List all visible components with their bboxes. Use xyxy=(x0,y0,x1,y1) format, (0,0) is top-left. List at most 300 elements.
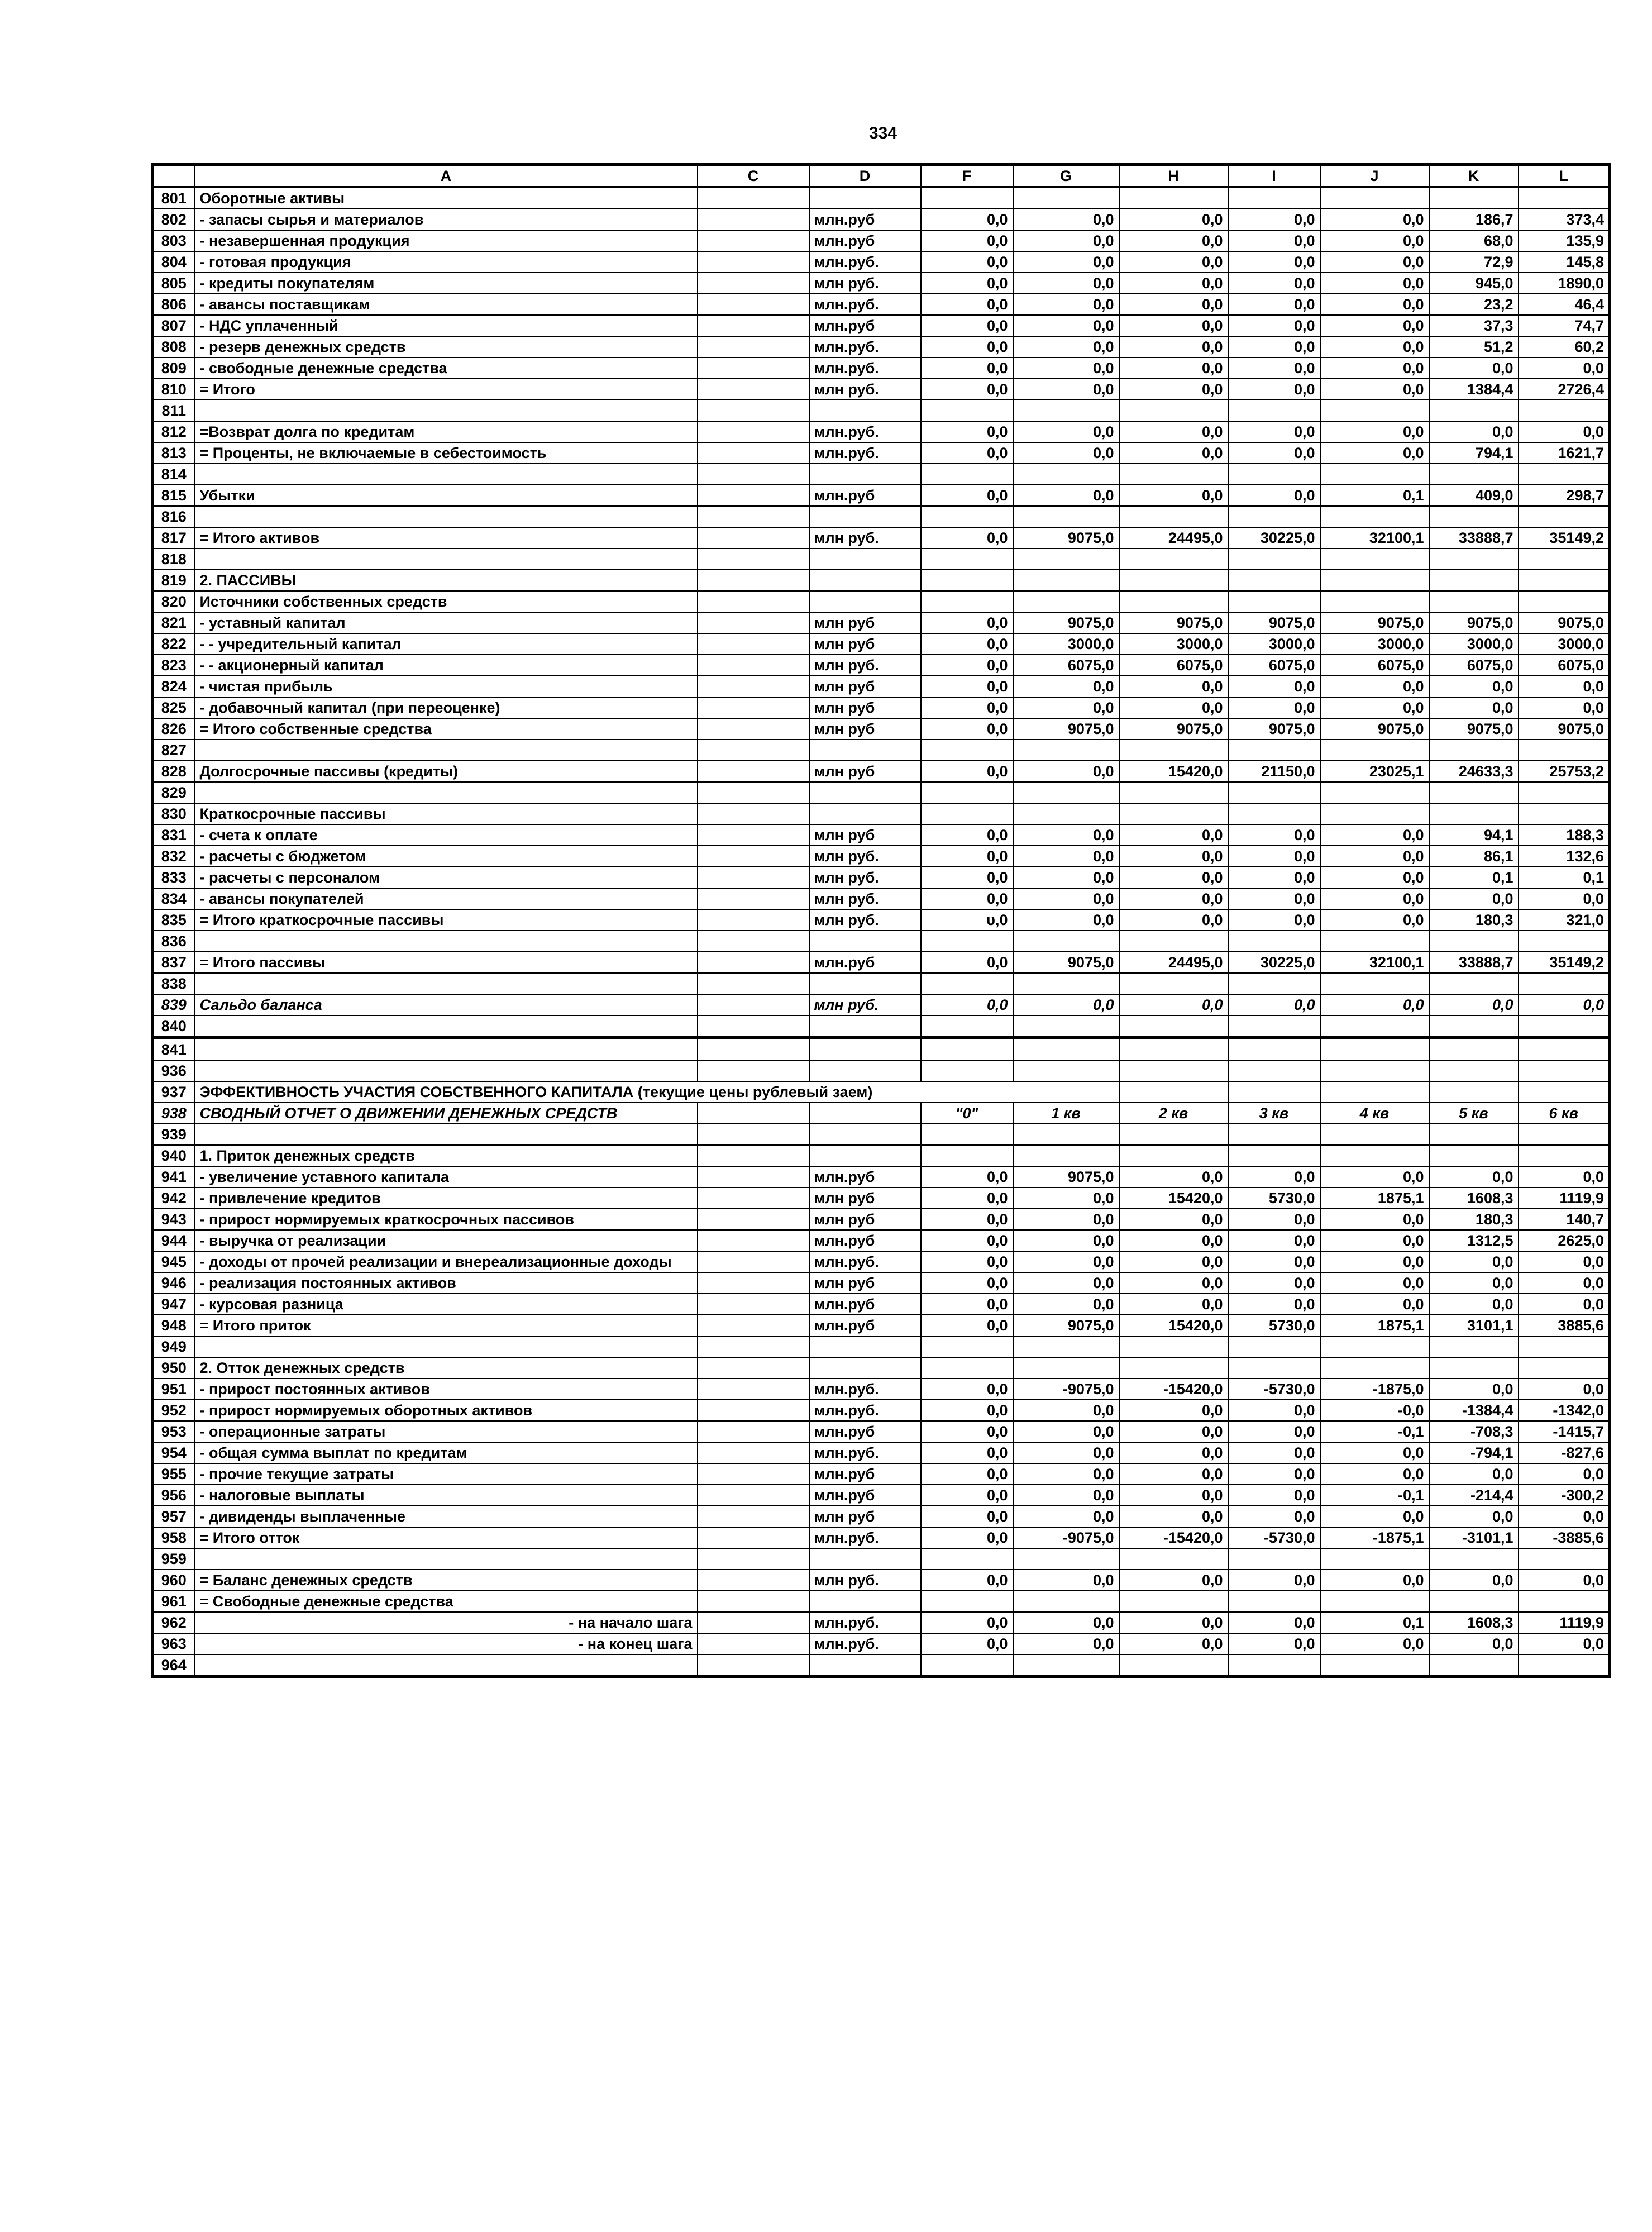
value-cell[interactable] xyxy=(1119,549,1228,570)
unit-cell[interactable]: млн.руб xyxy=(809,1463,921,1485)
value-cell[interactable]: 30225,0 xyxy=(1228,527,1320,549)
value-cell[interactable] xyxy=(1519,1060,1610,1081)
row-label-cell[interactable] xyxy=(195,549,698,570)
value-cell[interactable]: 0,0 xyxy=(1119,1506,1228,1527)
value-cell[interactable]: 15420,0 xyxy=(1119,761,1228,782)
value-cell[interactable]: 1875,1 xyxy=(1320,1315,1429,1336)
value-cell[interactable]: 0,0 xyxy=(1228,1570,1320,1591)
value-cell[interactable]: 0,0 xyxy=(921,994,1013,1015)
value-cell[interactable]: 0,0 xyxy=(1429,994,1519,1015)
value-cell[interactable]: 0,0 xyxy=(1519,1251,1610,1272)
row-number-cell[interactable]: 951 xyxy=(152,1379,195,1400)
column-c-cell[interactable] xyxy=(698,549,809,570)
value-cell[interactable]: 0,0 xyxy=(1119,485,1228,506)
value-cell[interactable]: 0,0 xyxy=(921,273,1013,294)
value-cell[interactable]: 0,0 xyxy=(1228,676,1320,697)
value-cell[interactable]: 0,0 xyxy=(1320,336,1429,357)
unit-cell[interactable] xyxy=(809,549,921,570)
value-cell[interactable] xyxy=(1013,1038,1119,1060)
row-label-cell[interactable]: - налоговые выплаты xyxy=(195,1485,698,1506)
row-number-cell[interactable]: 817 xyxy=(152,527,195,549)
value-cell[interactable]: 0,0 xyxy=(921,1612,1013,1633)
value-cell[interactable] xyxy=(1519,1081,1610,1103)
value-cell[interactable]: 6075,0 xyxy=(1519,655,1610,676)
unit-cell[interactable]: млн.руб. xyxy=(809,1612,921,1633)
value-cell[interactable] xyxy=(1228,506,1320,527)
value-cell[interactable]: 6075,0 xyxy=(1228,655,1320,676)
value-cell[interactable] xyxy=(1119,570,1228,591)
column-c-cell[interactable] xyxy=(698,1251,809,1272)
row-label-cell[interactable] xyxy=(195,1060,698,1081)
value-cell[interactable]: 0,0 xyxy=(921,1506,1013,1527)
value-cell[interactable]: 0,0 xyxy=(1429,1294,1519,1315)
value-cell[interactable]: 6075,0 xyxy=(1119,655,1228,676)
unit-cell[interactable] xyxy=(809,1124,921,1145)
value-cell[interactable]: -3101,1 xyxy=(1429,1527,1519,1548)
row-number-cell[interactable]: 829 xyxy=(152,782,195,803)
column-c-cell[interactable] xyxy=(698,209,809,230)
value-cell[interactable]: 1875,1 xyxy=(1320,1187,1429,1209)
unit-cell[interactable]: млн.руб. xyxy=(809,336,921,357)
row-number-cell[interactable]: 957 xyxy=(152,1506,195,1527)
value-cell[interactable]: 0,0 xyxy=(1320,315,1429,336)
value-cell[interactable]: -1384,4 xyxy=(1429,1400,1519,1421)
value-cell[interactable]: -5730,0 xyxy=(1228,1527,1320,1548)
value-cell[interactable] xyxy=(1119,1124,1228,1145)
value-cell[interactable]: 0,1 xyxy=(1320,1612,1429,1633)
value-cell[interactable] xyxy=(1228,1336,1320,1357)
row-label-cell[interactable]: - дивиденды выплаченные xyxy=(195,1506,698,1527)
unit-cell[interactable]: млн руб. xyxy=(809,909,921,931)
row-label-cell[interactable]: Убытки xyxy=(195,485,698,506)
value-cell[interactable]: 3000,0 xyxy=(1429,633,1519,655)
value-cell[interactable]: 9075,0 xyxy=(1429,612,1519,633)
value-cell[interactable]: -708,3 xyxy=(1429,1421,1519,1442)
value-cell[interactable]: 5 кв xyxy=(1429,1103,1519,1124)
value-cell[interactable]: 0,0 xyxy=(1320,888,1429,909)
value-cell[interactable]: 0,0 xyxy=(1228,1442,1320,1463)
value-cell[interactable]: 0,0 xyxy=(1320,379,1429,400)
column-c-cell[interactable] xyxy=(698,1209,809,1230)
row-label-cell[interactable]: - на начало шага xyxy=(195,1612,698,1633)
value-cell[interactable]: -5730,0 xyxy=(1228,1379,1320,1400)
row-number-cell[interactable]: 833 xyxy=(152,867,195,888)
value-cell[interactable]: 0,1 xyxy=(1519,867,1610,888)
unit-cell[interactable]: млн руб. xyxy=(809,1570,921,1591)
value-cell[interactable]: 0,0 xyxy=(1429,697,1519,718)
value-cell[interactable] xyxy=(1013,1124,1119,1145)
value-cell[interactable] xyxy=(921,1357,1013,1379)
column-c-cell[interactable] xyxy=(698,230,809,251)
value-cell[interactable]: 0,0 xyxy=(1013,1612,1119,1633)
unit-cell[interactable]: млн.руб xyxy=(809,209,921,230)
value-cell[interactable]: 0,0 xyxy=(921,824,1013,846)
column-c-cell[interactable] xyxy=(698,1230,809,1251)
unit-cell[interactable]: млн руб. xyxy=(809,888,921,909)
value-cell[interactable]: 0,0 xyxy=(921,1570,1013,1591)
value-cell[interactable]: 0,0 xyxy=(1320,1463,1429,1485)
value-cell[interactable]: 0,0 xyxy=(1519,994,1610,1015)
row-number-cell[interactable]: 802 xyxy=(152,209,195,230)
value-cell[interactable] xyxy=(1519,1015,1610,1038)
value-cell[interactable]: 9075,0 xyxy=(1119,612,1228,633)
value-cell[interactable] xyxy=(1013,1060,1119,1081)
value-cell[interactable]: -827,6 xyxy=(1519,1442,1610,1463)
unit-cell[interactable]: млн.руб. xyxy=(809,1379,921,1400)
column-c-cell[interactable] xyxy=(698,973,809,994)
row-label-cell[interactable]: - чистая прибыль xyxy=(195,676,698,697)
row-number-cell[interactable]: 818 xyxy=(152,549,195,570)
column-c-cell[interactable] xyxy=(698,994,809,1015)
row-label-cell[interactable]: ЭФФЕКТИВНОСТЬ УЧАСТИЯ СОБСТВЕННОГО КАПИТАЛА (текущие цены рублевый заем) xyxy=(195,1081,1119,1103)
unit-cell[interactable] xyxy=(809,740,921,761)
value-cell[interactable] xyxy=(921,740,1013,761)
column-c-cell[interactable] xyxy=(698,1379,809,1400)
value-cell[interactable] xyxy=(1228,1654,1320,1677)
value-cell[interactable]: 0,0 xyxy=(1228,1251,1320,1272)
row-label-cell[interactable]: = Баланс денежных средств xyxy=(195,1570,698,1591)
value-cell[interactable]: 0,0 xyxy=(1013,485,1119,506)
column-c-cell[interactable] xyxy=(698,718,809,740)
column-c-cell[interactable] xyxy=(698,888,809,909)
value-cell[interactable] xyxy=(1228,1015,1320,1038)
value-cell[interactable] xyxy=(1228,187,1320,209)
value-cell[interactable]: 0,0 xyxy=(1119,1400,1228,1421)
value-cell[interactable] xyxy=(1429,1357,1519,1379)
unit-cell[interactable] xyxy=(809,1548,921,1570)
value-cell[interactable] xyxy=(1320,1015,1429,1038)
value-cell[interactable]: 0,0 xyxy=(1228,379,1320,400)
value-cell[interactable]: 0,0 xyxy=(1429,888,1519,909)
column-c-cell[interactable] xyxy=(698,1442,809,1463)
value-cell[interactable]: 0,0 xyxy=(1013,1421,1119,1442)
value-cell[interactable]: 0,0 xyxy=(1013,1209,1119,1230)
value-cell[interactable] xyxy=(1429,1548,1519,1570)
value-cell[interactable]: 3000,0 xyxy=(1119,633,1228,655)
value-cell[interactable]: 0,0 xyxy=(1119,1209,1228,1230)
column-c-cell[interactable] xyxy=(698,633,809,655)
unit-cell[interactable]: млн руб xyxy=(809,633,921,655)
value-cell[interactable]: 3000,0 xyxy=(1519,633,1610,655)
value-cell[interactable]: 0,0 xyxy=(1119,824,1228,846)
row-number-cell[interactable]: 960 xyxy=(152,1570,195,1591)
value-cell[interactable]: 9075,0 xyxy=(1519,718,1610,740)
value-cell[interactable] xyxy=(1429,803,1519,824)
value-cell[interactable]: 24495,0 xyxy=(1119,527,1228,549)
value-cell[interactable]: 3885,6 xyxy=(1519,1315,1610,1336)
value-cell[interactable]: 86,1 xyxy=(1429,846,1519,867)
value-cell[interactable]: 2 кв xyxy=(1119,1103,1228,1124)
value-cell[interactable]: 3000,0 xyxy=(1013,633,1119,655)
value-cell[interactable] xyxy=(1228,464,1320,485)
column-header[interactable]: D xyxy=(809,165,921,188)
value-cell[interactable]: 5730,0 xyxy=(1228,1315,1320,1336)
unit-cell[interactable]: млн.руб. xyxy=(809,1400,921,1421)
column-header[interactable]: A xyxy=(195,165,698,188)
value-cell[interactable]: 0,0 xyxy=(1228,1633,1320,1654)
value-cell[interactable]: 0,0 xyxy=(1519,676,1610,697)
value-cell[interactable] xyxy=(1013,931,1119,952)
column-c-cell[interactable] xyxy=(698,1294,809,1315)
column-c-cell[interactable] xyxy=(698,1315,809,1336)
value-cell[interactable]: 0,0 xyxy=(921,676,1013,697)
value-cell[interactable]: 0,0 xyxy=(1228,846,1320,867)
row-label-cell[interactable] xyxy=(195,1015,698,1038)
column-c-cell[interactable] xyxy=(698,952,809,973)
row-label-cell[interactable] xyxy=(195,1548,698,1570)
value-cell[interactable] xyxy=(1228,1357,1320,1379)
value-cell[interactable]: -15420,0 xyxy=(1119,1379,1228,1400)
value-cell[interactable]: 24495,0 xyxy=(1119,952,1228,973)
value-cell[interactable]: 0,0 xyxy=(1013,1187,1119,1209)
row-number-cell[interactable]: 821 xyxy=(152,612,195,633)
value-cell[interactable]: 0,0 xyxy=(1519,1506,1610,1527)
value-cell[interactable]: 0,0 xyxy=(1119,1294,1228,1315)
value-cell[interactable]: 35149,2 xyxy=(1519,527,1610,549)
value-cell[interactable]: 0,0 xyxy=(921,527,1013,549)
value-cell[interactable]: 0,0 xyxy=(1013,1570,1119,1591)
value-cell[interactable] xyxy=(1013,549,1119,570)
value-cell[interactable]: 0,0 xyxy=(1013,379,1119,400)
unit-cell[interactable] xyxy=(809,803,921,824)
value-cell[interactable] xyxy=(1519,549,1610,570)
value-cell[interactable]: 32100,1 xyxy=(1320,952,1429,973)
value-cell[interactable]: 6 кв xyxy=(1519,1103,1610,1124)
column-c-cell[interactable] xyxy=(698,697,809,718)
row-label-cell[interactable]: - кредиты покупателям xyxy=(195,273,698,294)
value-cell[interactable]: 0,0 xyxy=(1429,676,1519,697)
value-cell[interactable]: 6075,0 xyxy=(1013,655,1119,676)
unit-cell[interactable] xyxy=(809,1336,921,1357)
value-cell[interactable]: 0,0 xyxy=(1013,1633,1119,1654)
unit-cell[interactable] xyxy=(809,1591,921,1612)
row-label-cell[interactable]: - курсовая разница xyxy=(195,1294,698,1315)
row-label-cell[interactable]: - добавочный капитал (при переоценке) xyxy=(195,697,698,718)
row-number-cell[interactable]: 938 xyxy=(152,1103,195,1124)
unit-cell[interactable]: млн.руб xyxy=(809,485,921,506)
value-cell[interactable]: 0,0 xyxy=(1320,230,1429,251)
column-c-cell[interactable] xyxy=(698,485,809,506)
value-cell[interactable]: 35149,2 xyxy=(1519,952,1610,973)
value-cell[interactable] xyxy=(921,549,1013,570)
unit-cell[interactable] xyxy=(809,1654,921,1677)
value-cell[interactable]: 0,0 xyxy=(1228,294,1320,315)
value-cell[interactable]: 0,0 xyxy=(1119,315,1228,336)
column-c-cell[interactable] xyxy=(698,1570,809,1591)
value-cell[interactable]: 180,3 xyxy=(1429,909,1519,931)
row-number-cell[interactable]: 942 xyxy=(152,1187,195,1209)
row-number-cell[interactable]: 947 xyxy=(152,1294,195,1315)
value-cell[interactable]: 0,0 xyxy=(921,336,1013,357)
value-cell[interactable]: 24633,3 xyxy=(1429,761,1519,782)
row-label-cell[interactable]: - привлечение кредитов xyxy=(195,1187,698,1209)
value-cell[interactable]: 3101,1 xyxy=(1429,1315,1519,1336)
value-cell[interactable]: 0,0 xyxy=(1429,1166,1519,1187)
column-c-cell[interactable] xyxy=(698,336,809,357)
value-cell[interactable] xyxy=(1519,803,1610,824)
value-cell[interactable]: 0,0 xyxy=(921,697,1013,718)
row-label-cell[interactable]: - доходы от прочей реализации и внереализационные доходы xyxy=(195,1251,698,1272)
value-cell[interactable]: 0,0 xyxy=(921,1230,1013,1251)
value-cell[interactable] xyxy=(921,1336,1013,1357)
row-label-cell[interactable]: - операционные затраты xyxy=(195,1421,698,1442)
value-cell[interactable] xyxy=(921,400,1013,421)
row-number-cell[interactable]: 841 xyxy=(152,1038,195,1060)
column-c-cell[interactable] xyxy=(698,1485,809,1506)
value-cell[interactable] xyxy=(1320,464,1429,485)
column-c-cell[interactable] xyxy=(698,1272,809,1294)
row-number-cell[interactable]: 953 xyxy=(152,1421,195,1442)
row-number-cell[interactable]: 812 xyxy=(152,421,195,442)
column-c-cell[interactable] xyxy=(698,931,809,952)
value-cell[interactable]: 0,0 xyxy=(1228,273,1320,294)
row-label-cell[interactable]: Краткосрочные пассивы xyxy=(195,803,698,824)
value-cell[interactable] xyxy=(1119,782,1228,803)
column-c-cell[interactable] xyxy=(698,357,809,379)
unit-cell[interactable] xyxy=(809,400,921,421)
row-number-cell[interactable]: 811 xyxy=(152,400,195,421)
value-cell[interactable]: 0,0 xyxy=(1519,1633,1610,1654)
value-cell[interactable]: 0,0 xyxy=(1320,1251,1429,1272)
value-cell[interactable]: 1890,0 xyxy=(1519,273,1610,294)
row-label-cell[interactable]: = Итого активов xyxy=(195,527,698,549)
value-cell[interactable]: 6075,0 xyxy=(1320,655,1429,676)
row-label-cell[interactable]: = Свободные денежные средства xyxy=(195,1591,698,1612)
column-c-cell[interactable] xyxy=(698,1124,809,1145)
value-cell[interactable] xyxy=(1119,187,1228,209)
column-header[interactable]: J xyxy=(1320,165,1429,188)
value-cell[interactable]: 0,0 xyxy=(1119,697,1228,718)
value-cell[interactable]: 0,0 xyxy=(1119,1251,1228,1272)
value-cell[interactable]: 0,0 xyxy=(921,251,1013,273)
unit-cell[interactable]: млн руб xyxy=(809,612,921,633)
value-cell[interactable]: 0,0 xyxy=(1119,1485,1228,1506)
row-label-cell[interactable] xyxy=(195,1336,698,1357)
value-cell[interactable]: 46,4 xyxy=(1519,294,1610,315)
value-cell[interactable] xyxy=(1320,549,1429,570)
row-label-cell[interactable]: - - учредительный капитал xyxy=(195,633,698,655)
value-cell[interactable]: 0,0 xyxy=(1228,315,1320,336)
value-cell[interactable]: 0,0 xyxy=(1013,846,1119,867)
value-cell[interactable]: 0,0 xyxy=(1320,846,1429,867)
value-cell[interactable] xyxy=(1519,506,1610,527)
value-cell[interactable]: 0,0 xyxy=(1519,1379,1610,1400)
column-c-cell[interactable] xyxy=(698,803,809,824)
value-cell[interactable] xyxy=(1429,400,1519,421)
unit-cell[interactable] xyxy=(809,1103,921,1124)
value-cell[interactable] xyxy=(1119,973,1228,994)
value-cell[interactable]: 0,0 xyxy=(1320,1166,1429,1187)
value-cell[interactable] xyxy=(1228,782,1320,803)
column-header[interactable]: C xyxy=(698,165,809,188)
value-cell[interactable]: -9075,0 xyxy=(1013,1379,1119,1400)
row-label-cell[interactable]: - реализация постоянных активов xyxy=(195,1272,698,1294)
value-cell[interactable] xyxy=(1320,1081,1429,1103)
column-c-cell[interactable] xyxy=(698,1400,809,1421)
value-cell[interactable] xyxy=(1013,1336,1119,1357)
value-cell[interactable] xyxy=(1519,1591,1610,1612)
value-cell[interactable] xyxy=(1013,803,1119,824)
column-c-cell[interactable] xyxy=(698,1654,809,1677)
row-label-cell[interactable]: - готовая продукция xyxy=(195,251,698,273)
value-cell[interactable]: 0,0 xyxy=(1320,824,1429,846)
column-c-cell[interactable] xyxy=(698,251,809,273)
unit-cell[interactable]: млн руб. xyxy=(809,273,921,294)
value-cell[interactable]: 0,0 xyxy=(1013,888,1119,909)
unit-cell[interactable]: млн.руб. xyxy=(809,357,921,379)
value-cell[interactable]: 0,0 xyxy=(921,1463,1013,1485)
value-cell[interactable]: 0,0 xyxy=(1320,1570,1429,1591)
value-cell[interactable] xyxy=(1320,506,1429,527)
row-label-cell[interactable]: СВОДНЫЙ ОТЧЕТ О ДВИЖЕНИИ ДЕНЕЖНЫХ СРЕДСТВ xyxy=(195,1103,698,1124)
value-cell[interactable] xyxy=(1013,570,1119,591)
value-cell[interactable] xyxy=(1013,1357,1119,1379)
value-cell[interactable] xyxy=(1429,1038,1519,1060)
value-cell[interactable] xyxy=(1013,506,1119,527)
value-cell[interactable]: 0,0 xyxy=(921,718,1013,740)
row-number-cell[interactable]: 832 xyxy=(152,846,195,867)
value-cell[interactable]: 0,0 xyxy=(1013,1506,1119,1527)
column-c-cell[interactable] xyxy=(698,676,809,697)
value-cell[interactable]: 0,0 xyxy=(921,357,1013,379)
row-number-cell[interactable]: 954 xyxy=(152,1442,195,1463)
value-cell[interactable]: 1384,4 xyxy=(1429,379,1519,400)
row-number-cell[interactable]: 804 xyxy=(152,251,195,273)
value-cell[interactable] xyxy=(1320,1357,1429,1379)
value-cell[interactable] xyxy=(1013,1654,1119,1677)
row-number-cell[interactable]: 824 xyxy=(152,676,195,697)
value-cell[interactable]: 9075,0 xyxy=(1228,718,1320,740)
value-cell[interactable]: 0,0 xyxy=(1119,1570,1228,1591)
value-cell[interactable]: 0,0 xyxy=(921,612,1013,633)
value-cell[interactable]: -214,4 xyxy=(1429,1485,1519,1506)
value-cell[interactable]: 9075,0 xyxy=(1429,718,1519,740)
column-c-cell[interactable] xyxy=(698,1612,809,1633)
column-c-cell[interactable] xyxy=(698,1187,809,1209)
value-cell[interactable]: -1875,0 xyxy=(1320,1379,1429,1400)
value-cell[interactable]: -1415,7 xyxy=(1519,1421,1610,1442)
row-label-cell[interactable]: Оборотные активы xyxy=(195,187,698,209)
row-number-cell[interactable]: 830 xyxy=(152,803,195,824)
value-cell[interactable]: 0,0 xyxy=(1013,994,1119,1015)
row-number-cell[interactable]: 950 xyxy=(152,1357,195,1379)
row-number-cell[interactable]: 956 xyxy=(152,1485,195,1506)
value-cell[interactable]: 15420,0 xyxy=(1119,1187,1228,1209)
value-cell[interactable] xyxy=(1013,400,1119,421)
column-c-cell[interactable] xyxy=(698,761,809,782)
unit-cell[interactable] xyxy=(809,1038,921,1060)
value-cell[interactable] xyxy=(1119,1336,1228,1357)
value-cell[interactable] xyxy=(1119,1145,1228,1166)
value-cell[interactable]: 0,0 xyxy=(1228,1463,1320,1485)
value-cell[interactable]: 0,0 xyxy=(921,379,1013,400)
value-cell[interactable]: 0,0 xyxy=(1013,294,1119,315)
row-label-cell[interactable]: - расчеты с бюджетом xyxy=(195,846,698,867)
column-c-cell[interactable] xyxy=(698,846,809,867)
value-cell[interactable]: 0,0 xyxy=(1013,1230,1119,1251)
value-cell[interactable]: 6075,0 xyxy=(1429,655,1519,676)
value-cell[interactable]: 68,0 xyxy=(1429,230,1519,251)
column-c-cell[interactable] xyxy=(698,273,809,294)
value-cell[interactable]: 0,0 xyxy=(1228,485,1320,506)
value-cell[interactable] xyxy=(1429,1124,1519,1145)
value-cell[interactable]: 0,0 xyxy=(1013,336,1119,357)
column-c-cell[interactable] xyxy=(698,740,809,761)
row-number-cell[interactable]: 816 xyxy=(152,506,195,527)
value-cell[interactable] xyxy=(1429,591,1519,612)
value-cell[interactable]: 0,0 xyxy=(1119,1463,1228,1485)
value-cell[interactable] xyxy=(1119,1081,1228,1103)
